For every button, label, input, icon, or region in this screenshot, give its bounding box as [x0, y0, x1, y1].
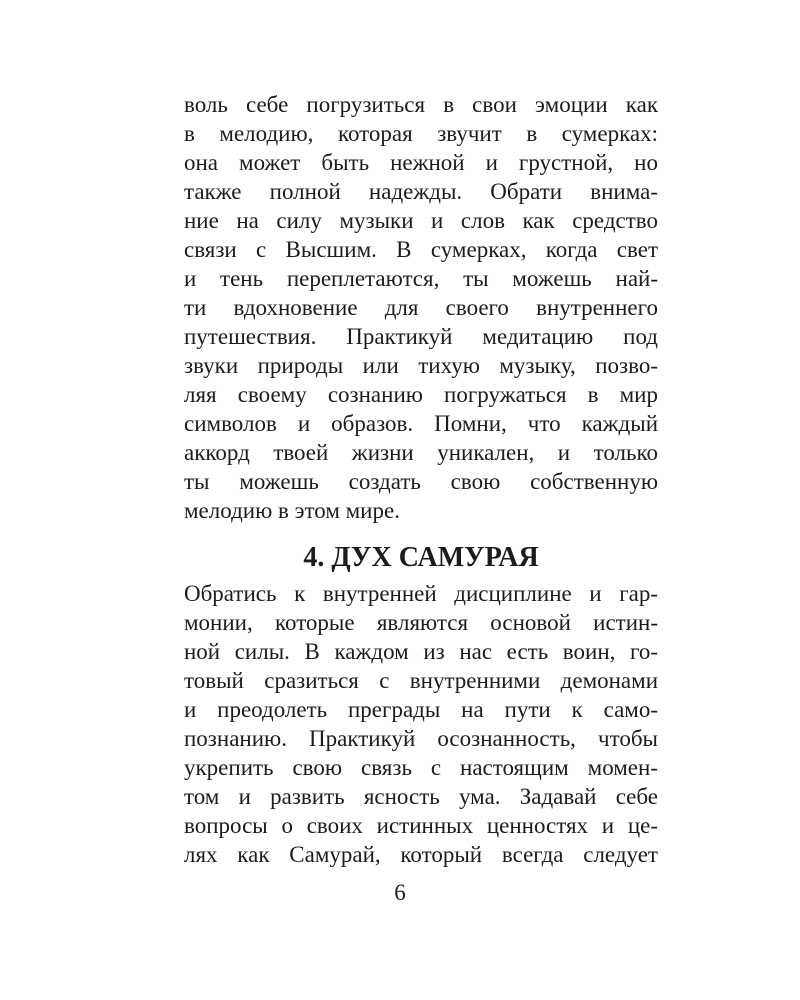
text-line: познанию. Практикуй осознанность, чтобы	[184, 726, 658, 751]
text-line: связи с Высшим. В сумерках, когда свет	[184, 237, 658, 262]
text-line: аккорд твоей жизни уникален, и только	[184, 440, 658, 465]
text-line: и преодолеть преграды на пути к само-	[184, 697, 658, 722]
text-line: вопросы о своих истинных ценностях и це-	[184, 813, 658, 838]
text-line: монии, которые являются основой истин-	[184, 610, 658, 635]
text-line: символов и образов. Помни, что каждый	[184, 411, 658, 436]
paragraph-continued	[184, 90, 658, 525]
text-line: также полной надежды. Обрати внима-	[184, 179, 658, 204]
page-body	[184, 90, 658, 869]
text-line: воль себе погрузиться в свои эмоции как	[184, 92, 658, 117]
text-line: товый сразиться с внутренними демонами	[184, 668, 658, 693]
text-line: лях как Самурай, который всегда следует	[184, 842, 658, 867]
page-number: 6	[394, 880, 406, 905]
text-line: она может быть нежной и грустной, но	[184, 150, 658, 175]
text-line: укрепить свою связь с настоящим момен-	[184, 755, 658, 780]
text-line: путешествия. Практикуй медитацию под	[184, 324, 658, 349]
text-line: ние на силу музыки и слов как средство	[184, 208, 658, 233]
text-line: ти вдохновение для своего внутреннего	[184, 295, 658, 320]
text-line: ты можешь создать свою собственную	[184, 469, 658, 494]
text-line: ляя своему сознанию погружаться в мир	[184, 382, 658, 407]
text-line: в мелодию, которая звучит в сумерках:	[184, 121, 658, 146]
text-line: звуки природы или тихую музыку, позво-	[184, 353, 658, 378]
text-line: ной силы. В каждом из нас есть воин, го-	[184, 639, 658, 664]
text-line: том и развить ясность ума. Задавай себе	[184, 784, 658, 809]
paragraph-section-4	[184, 579, 658, 869]
text-line: Обратись к внутренней дисциплине и гар-	[184, 581, 658, 606]
text-line: и тень переплетаются, ты можешь най-	[184, 266, 658, 291]
section-heading: 4. ДУХ САМУРАЯ	[303, 542, 539, 573]
text-line: мелодию в этом мире.	[184, 498, 400, 523]
